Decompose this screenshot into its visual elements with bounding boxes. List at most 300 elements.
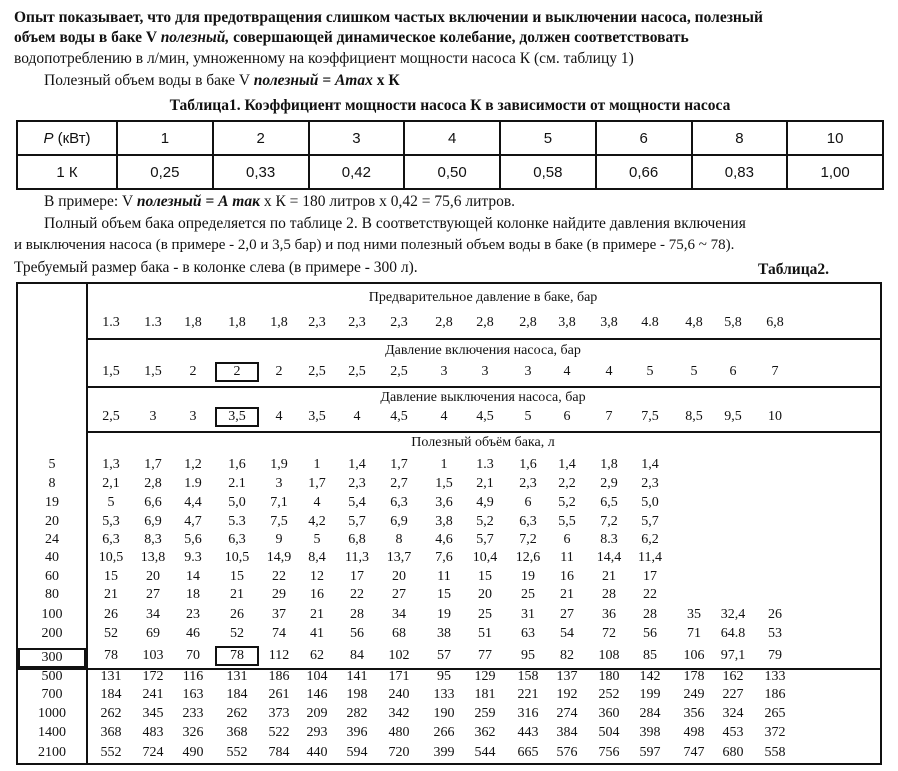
intro-line-3: водопотреблению в л/мин, умноженному на коэффициент мощности насоса К (см. таблицу 1) (14, 50, 634, 67)
table1-coef: 0,42 (309, 155, 405, 189)
useful-volume-cell: 274 (556, 706, 578, 721)
useful-volume-cell: 12,6 (515, 550, 541, 565)
useful-volume-cell: 3,6 (435, 495, 453, 510)
useful-volume-cell: 490 (182, 745, 204, 760)
useful-volume-cell: 6,2 (641, 532, 659, 547)
pre-pressure-cell: 2,8 (476, 315, 494, 330)
pump-off-cell: 9,5 (724, 409, 742, 424)
useful-volume-cell: 36 (602, 607, 616, 622)
useful-volume-cell: 190 (433, 706, 455, 721)
intro-line-2: объем воды в баке V полезный, совершающей динамическое колебание, должен соответствовать (14, 29, 689, 46)
useful-volume-cell: 384 (556, 725, 578, 740)
useful-volume-cell: 10,5 (224, 550, 250, 565)
useful-volume-cell: 233 (182, 706, 204, 721)
useful-volume-cell: 209 (306, 706, 328, 721)
useful-volume-cell: 102 (388, 648, 410, 663)
useful-volume-cell: 259 (474, 706, 496, 721)
useful-volume-cell: 51 (478, 626, 492, 641)
pre-pressure-cell: 6,8 (766, 315, 784, 330)
pump-on-cell: 1,5 (144, 364, 162, 379)
useful-volume-cell: 14,4 (596, 550, 622, 565)
useful-volume-cell: 85 (643, 648, 657, 663)
useful-volume-cell: 162 (722, 669, 744, 684)
useful-volume-cell: 32,4 (720, 607, 746, 622)
useful-volume-cell: 12 (310, 569, 324, 584)
useful-volume-cell: 324 (722, 706, 744, 721)
pump-off-cell: 3 (149, 409, 157, 424)
useful-volume-cell: 172 (142, 669, 164, 684)
table1-coef: 0,66 (596, 155, 692, 189)
useful-volume-cell: 6 (563, 532, 571, 547)
useful-volume-cell: 104 (306, 669, 328, 684)
useful-volume-cell: 95 (437, 669, 451, 684)
pump-on-cell: 5 (646, 364, 654, 379)
useful-volume-cell: 18 (186, 587, 200, 602)
useful-volume-cell: 2,1 (102, 476, 120, 491)
useful-volume-cell: 5,3 (102, 514, 120, 529)
useful-volume-cell: 262 (100, 706, 122, 721)
pump-on-cell: 6 (729, 364, 737, 379)
useful-volume-cell: 22 (350, 587, 364, 602)
useful-volume-cell: 131 (100, 669, 122, 684)
useful-volume-cell: 756 (598, 745, 620, 760)
useful-volume-cell: 7,1 (270, 495, 288, 510)
useful-volume-cell: 77 (478, 648, 492, 663)
tank-size-label: 8 (48, 476, 56, 491)
pump-off-cell: 10 (768, 409, 782, 424)
useful-volume-cell: 368 (226, 725, 248, 740)
table1-caption: Таблица1. Коэффициент мощности насоса К в зависимости от мощности насоса (169, 97, 731, 114)
useful-volume-cell: 180 (598, 669, 620, 684)
table1-power: 4 (404, 121, 500, 155)
table1-coef-row (17, 155, 883, 189)
table1-power: 2 (213, 121, 309, 155)
useful-volume-cell: 1,4 (558, 457, 576, 472)
pre-pressure-cell: 2,8 (435, 315, 453, 330)
useful-volume-cell: 34 (392, 607, 406, 622)
useful-volume-cell: 21 (560, 587, 574, 602)
useful-volume-cell: 28 (643, 607, 657, 622)
table2-label: Таблица2. (758, 261, 829, 278)
pump-on-cell: 4 (563, 364, 571, 379)
tank-volume-table (16, 282, 882, 765)
useful-volume-cell: 15 (437, 587, 451, 602)
useful-volume-cell: 522 (268, 725, 290, 740)
useful-volume-cell: 293 (306, 725, 328, 740)
useful-volume-cell: 399 (433, 745, 455, 760)
useful-volume-cell: 146 (306, 687, 328, 702)
table1-coef: 0,58 (500, 155, 596, 189)
useful-volume-cell: 186 (764, 687, 786, 702)
useful-volume-cell: 747 (683, 745, 705, 760)
useful-volume-cell: 5,2 (558, 495, 576, 510)
useful-volume-cell: 1,3 (102, 457, 120, 472)
pump-on-cell: 3 (481, 364, 489, 379)
useful-volume-cell: 186 (268, 669, 290, 684)
useful-volume-cell: 25 (478, 607, 492, 622)
useful-volume-cell: 133 (433, 687, 455, 702)
useful-volume-cell: 3 (275, 476, 283, 491)
tank-size-label: 300 (18, 648, 86, 668)
table1-coef: 0,33 (213, 155, 309, 189)
useful-volume-cell: 396 (346, 725, 368, 740)
useful-volume-cell: 5,0 (228, 495, 246, 510)
table2-divider (86, 338, 880, 340)
pre-pressure-cell: 2,8 (519, 315, 537, 330)
useful-volume-cell: 2,7 (390, 476, 408, 491)
pump-on-cell: 2,5 (308, 364, 326, 379)
useful-volume-cell: 544 (474, 745, 496, 760)
useful-volume-cell: 26 (104, 607, 118, 622)
useful-volume-cell: 68 (392, 626, 406, 641)
useful-volume-cell: 373 (268, 706, 290, 721)
pre-pressure-cell: 1,8 (270, 315, 288, 330)
pre-pressure-cell: 2,3 (308, 315, 326, 330)
useful-volume-cell: 41 (310, 626, 324, 641)
useful-volume-cell: 52 (104, 626, 118, 641)
useful-volume-cell: 5,6 (184, 532, 202, 547)
useful-volume-cell: 2,2 (558, 476, 576, 491)
para2-line-2: и выключения насоса (в примере - 2,0 и 3,5 бар) и под ними полезный объем воды в баке (в примере - 75,6 ~ 78). (14, 237, 735, 253)
useful-volume-cell: 22 (272, 569, 286, 584)
useful-volume-cell: 8.3 (600, 532, 618, 547)
table1-coef: 0,83 (692, 155, 788, 189)
useful-volume-cell: 27 (560, 607, 574, 622)
useful-volume-cell: 241 (142, 687, 164, 702)
table1-row-label: 1 К (17, 155, 117, 189)
useful-volume-cell: 1,7 (390, 457, 408, 472)
pump-off-cell: 4,5 (476, 409, 494, 424)
table2-divider (86, 431, 880, 433)
useful-volume-cell: 70 (186, 648, 200, 663)
useful-volume-cell: 22 (643, 587, 657, 602)
useful-volume-cell: 1,9 (270, 457, 288, 472)
pre-pressure-cell: 3,8 (558, 315, 576, 330)
pump-off-cell: 4 (275, 409, 283, 424)
useful-volume-cell: 29 (272, 587, 286, 602)
useful-volume-cell: 62 (310, 648, 324, 663)
table1-coef: 0,25 (117, 155, 213, 189)
useful-volume-cell: 5,7 (641, 514, 659, 529)
table1-power: 6 (596, 121, 692, 155)
useful-volume-cell: 356 (683, 706, 705, 721)
useful-volume-cell: 282 (346, 706, 368, 721)
useful-volume-cell: 6,3 (228, 532, 246, 547)
useful-volume-cell: 95 (521, 648, 535, 663)
useful-volume-cell: 6,3 (390, 495, 408, 510)
useful-volume-cell: 57 (437, 648, 451, 663)
pump-off-cell: 2,5 (102, 409, 120, 424)
useful-volume-cell: 37 (272, 607, 286, 622)
useful-volume-cell: 5,5 (558, 514, 576, 529)
tank-size-label: 20 (45, 514, 59, 529)
useful-volume-cell: 576 (556, 745, 578, 760)
useful-volume-cell: 680 (722, 745, 744, 760)
useful-volume-cell: 9.3 (184, 550, 202, 565)
pre-pressure-cell: 1,8 (228, 315, 246, 330)
useful-volume-cell: 6,5 (600, 495, 618, 510)
tank-size-label: 24 (45, 532, 59, 547)
useful-volume-cell: 398 (639, 725, 661, 740)
useful-volume-cell: 163 (182, 687, 204, 702)
useful-volume-cell: 342 (388, 706, 410, 721)
useful-volume-cell: 360 (598, 706, 620, 721)
useful-volume-cell: 19 (437, 607, 451, 622)
useful-volume-cell: 20 (392, 569, 406, 584)
pump-on-header: Давление включения насоса, бар (385, 343, 581, 358)
useful-volume-cell: 1,5 (435, 476, 453, 491)
useful-volume-cell: 7,6 (435, 550, 453, 565)
pump-on-cell: 2,5 (390, 364, 408, 379)
useful-volume-cell: 6,9 (390, 514, 408, 529)
useful-volume-cell: 552 (226, 745, 248, 760)
tank-size-label: 2100 (38, 745, 66, 760)
useful-volume-cell: 184 (100, 687, 122, 702)
useful-volume-cell: 106 (683, 648, 705, 663)
useful-volume-cell: 184 (226, 687, 248, 702)
table1-power: 8 (692, 121, 788, 155)
useful-volume-cell: 103 (142, 648, 164, 663)
useful-volume-cell: 1.3 (476, 457, 494, 472)
pump-off-cell: 8,5 (685, 409, 703, 424)
pump-on-cell: 4 (605, 364, 613, 379)
useful-volume-cell: 5,4 (348, 495, 366, 510)
tank-size-label: 19 (45, 495, 59, 510)
para2-line-1: Полный объем бака определяется по таблице 2. В соответствующей колонке найдите давления включения (44, 215, 746, 232)
useful-volume-cell: 316 (517, 706, 539, 721)
useful-volume-cell: 79 (768, 648, 782, 663)
useful-volume-cell: 25 (521, 587, 535, 602)
useful-volume-cell: 21 (602, 569, 616, 584)
useful-volume-cell: 5 (313, 532, 321, 547)
useful-volume-cell: 14 (186, 569, 200, 584)
useful-volume-cell: 1,8 (600, 457, 618, 472)
tank-size-label: 80 (45, 587, 59, 602)
useful-volume-cell: 82 (560, 648, 574, 663)
useful-volume-cell: 27 (392, 587, 406, 602)
useful-volume-cell: 4,6 (435, 532, 453, 547)
useful-volume-cell: 181 (474, 687, 496, 702)
pre-pressure-cell: 4,8 (685, 315, 703, 330)
useful-volume-cell: 252 (598, 687, 620, 702)
useful-volume-cell: 665 (517, 745, 539, 760)
useful-volume-cell: 56 (643, 626, 657, 641)
useful-volume-cell: 227 (722, 687, 744, 702)
pump-on-cell: 7 (771, 364, 779, 379)
useful-volume-cell: 19 (521, 569, 535, 584)
pump-off-cell: 7,5 (641, 409, 659, 424)
useful-volume-cell: 131 (226, 669, 248, 684)
useful-volume-cell: 8 (395, 532, 403, 547)
useful-volume-cell: 28 (350, 607, 364, 622)
useful-volume-cell: 1,7 (144, 457, 162, 472)
useful-volume-cell: 78 (104, 648, 118, 663)
useful-volume-cell: 116 (182, 669, 204, 684)
useful-volume-cell: 326 (182, 725, 204, 740)
useful-volume-cell: 11 (437, 569, 451, 584)
useful-volume-cell: 368 (100, 725, 122, 740)
pump-off-cell: 4 (440, 409, 448, 424)
table2-divider (86, 386, 880, 388)
pump-on-cell: 1,5 (102, 364, 120, 379)
useful-volume-cell: 26 (768, 607, 782, 622)
useful-volume-cell: 46 (186, 626, 200, 641)
useful-volume-cell: 504 (598, 725, 620, 740)
useful-volume-cell: 5,7 (348, 514, 366, 529)
useful-volume-cell: 5.3 (228, 514, 246, 529)
useful-volume-cell: 6 (524, 495, 532, 510)
para2-line-3: Требуемый размер бака - в колонке слева (в примере - 300 л). (14, 259, 418, 276)
tank-size-label: 100 (41, 607, 63, 622)
useful-volume-cell: 345 (142, 706, 164, 721)
pump-on-cell: 2 (189, 364, 197, 379)
useful-volume-cell: 20 (478, 587, 492, 602)
useful-volume-cell: 52 (230, 626, 244, 641)
useful-volume-cell: 71 (687, 626, 701, 641)
pre-pressure-cell: 5,8 (724, 315, 742, 330)
useful-volume-cell: 74 (272, 626, 286, 641)
useful-volume-cell: 2.1 (228, 476, 246, 491)
pre-pressure-header: Предварительное давление в баке, бар (368, 290, 598, 305)
useful-volume-cell: 178 (683, 669, 705, 684)
pump-off-cell: 3 (189, 409, 197, 424)
useful-volume-cell: 23 (186, 607, 200, 622)
useful-volume-cell: 10,5 (98, 550, 124, 565)
tank-size-label: 40 (45, 550, 59, 565)
useful-volume-cell: 594 (346, 745, 368, 760)
useful-volume-cell: 498 (683, 725, 705, 740)
useful-volume-cell: 15 (478, 569, 492, 584)
useful-volume-cell: 7,2 (519, 532, 537, 547)
useful-volume-cell: 3,8 (435, 514, 453, 529)
useful-volume-cell: 1 (440, 457, 448, 472)
formula-line: Полезный объем воды в баке V полезный = Amax x К (44, 72, 400, 89)
useful-volume-cell: 38 (437, 626, 451, 641)
useful-volume-cell: 2,3 (348, 476, 366, 491)
useful-volume-cell: 16 (310, 587, 324, 602)
useful-volume-cell: 597 (639, 745, 661, 760)
pump-power-table (16, 120, 884, 190)
useful-volume-header: Полезный объём бака, л (411, 435, 555, 450)
useful-volume-cell: 7,5 (270, 514, 288, 529)
useful-volume-cell: 2,3 (641, 476, 659, 491)
useful-volume-cell: 266 (433, 725, 455, 740)
useful-volume-cell: 198 (346, 687, 368, 702)
useful-volume-cell: 552 (100, 745, 122, 760)
useful-volume-cell: 6,3 (102, 532, 120, 547)
useful-volume-cell: 14,9 (266, 550, 292, 565)
useful-volume-cell: 26 (230, 607, 244, 622)
useful-volume-cell: 31 (521, 607, 535, 622)
useful-volume-cell: 372 (764, 725, 786, 740)
intro-line-1: Опыт показывает, что для предотвращения слишком частых включении и выключении насоса, полезный (14, 9, 763, 26)
useful-volume-cell: 362 (474, 725, 496, 740)
useful-volume-cell: 137 (556, 669, 578, 684)
useful-volume-cell: 240 (388, 687, 410, 702)
useful-volume-cell: 13,8 (140, 550, 166, 565)
useful-volume-cell: 129 (474, 669, 496, 684)
useful-volume-cell: 558 (764, 745, 786, 760)
tank-size-label: 200 (41, 626, 63, 641)
table1-power: 5 (500, 121, 596, 155)
useful-volume-cell: 34 (146, 607, 160, 622)
useful-volume-cell: 158 (517, 669, 539, 684)
useful-volume-cell: 784 (268, 745, 290, 760)
useful-volume-cell: 142 (639, 669, 661, 684)
useful-volume-cell: 1.9 (184, 476, 202, 491)
useful-volume-cell: 1,6 (519, 457, 537, 472)
useful-volume-cell: 21 (310, 607, 324, 622)
useful-volume-cell: 56 (350, 626, 364, 641)
pre-pressure-cell: 2,3 (348, 315, 366, 330)
useful-volume-cell: 69 (146, 626, 160, 641)
useful-volume-cell: 27 (146, 587, 160, 602)
useful-volume-cell: 8,4 (308, 550, 326, 565)
pre-pressure-cell: 2,3 (390, 315, 408, 330)
pump-off-cell: 3,5 (308, 409, 326, 424)
useful-volume-cell: 249 (683, 687, 705, 702)
useful-volume-cell: 15 (230, 569, 244, 584)
useful-volume-cell: 5,7 (476, 532, 494, 547)
useful-volume-cell: 4,2 (308, 514, 326, 529)
pump-on-cell: 3 (440, 364, 448, 379)
useful-volume-cell: 1,4 (348, 457, 366, 472)
pre-pressure-cell: 1,8 (184, 315, 202, 330)
useful-volume-cell: 5,2 (476, 514, 494, 529)
useful-volume-cell: 4,4 (184, 495, 202, 510)
useful-volume-cell: 17 (643, 569, 657, 584)
table1-coef: 0,50 (404, 155, 500, 189)
pre-pressure-cell: 4.8 (641, 315, 659, 330)
tank-size-label: 1000 (38, 706, 66, 721)
useful-volume-cell: 21 (104, 587, 118, 602)
pump-off-cell: 6 (563, 409, 571, 424)
useful-volume-cell: 17 (350, 569, 364, 584)
useful-volume-cell: 64.8 (720, 626, 746, 641)
useful-volume-cell: 141 (346, 669, 368, 684)
table1-power: 10 (787, 121, 883, 155)
table1-header-label: P (кВт) (17, 121, 117, 155)
pump-on-cell: 2 (275, 364, 283, 379)
useful-volume-cell: 480 (388, 725, 410, 740)
useful-volume-cell: 4 (313, 495, 321, 510)
pump-off-cell: 7 (605, 409, 613, 424)
table1-power-row (17, 121, 883, 155)
useful-volume-cell: 440 (306, 745, 328, 760)
table1-coef: 1,00 (787, 155, 883, 189)
useful-volume-cell: 284 (639, 706, 661, 721)
table2-divider (18, 668, 880, 670)
useful-volume-cell: 16 (560, 569, 574, 584)
useful-volume-cell: 84 (350, 648, 364, 663)
useful-volume-cell: 192 (556, 687, 578, 702)
useful-volume-cell: 54 (560, 626, 574, 641)
useful-volume-cell: 112 (268, 648, 290, 663)
pre-pressure-cell: 1.3 (102, 315, 120, 330)
useful-volume-cell: 261 (268, 687, 290, 702)
useful-volume-cell: 2,3 (519, 476, 537, 491)
example-line: В примере: V полезный = А так x К = 180 литров x 0,42 = 75,6 литров. (44, 193, 516, 210)
useful-volume-cell: 265 (764, 706, 786, 721)
useful-volume-cell: 1,2 (184, 457, 202, 472)
useful-volume-cell: 199 (639, 687, 661, 702)
useful-volume-cell: 63 (521, 626, 535, 641)
useful-volume-cell: 1 (313, 457, 321, 472)
useful-volume-cell: 1,7 (308, 476, 326, 491)
useful-volume-cell: 171 (388, 669, 410, 684)
useful-volume-cell: 7,2 (600, 514, 618, 529)
useful-volume-cell: 1,4 (641, 457, 659, 472)
